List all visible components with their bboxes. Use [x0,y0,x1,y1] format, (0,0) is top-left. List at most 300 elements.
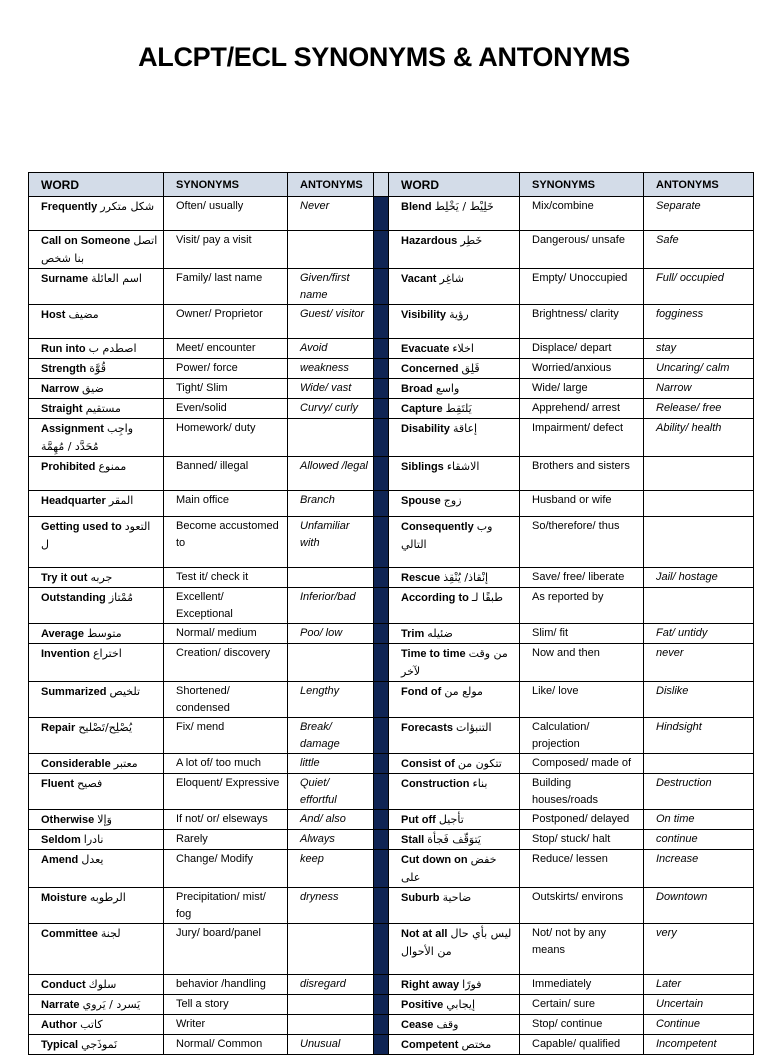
word-english: Spouse [401,495,441,507]
word-cell-right [389,995,520,1015]
table-row [29,644,754,682]
word-arabic: معتبر [113,757,138,770]
synonym-cell-right: So/therefore/ thus [520,517,644,568]
word-english: Broad [401,383,433,395]
column-separator [374,231,389,269]
word-arabic: مولع من [444,685,483,698]
antonym-cell-right: Ability/ health [644,419,754,457]
antonym-cell-left [288,995,374,1015]
table-row [29,568,754,588]
column-separator [374,924,389,975]
word-cell-right [389,517,520,568]
column-separator [374,197,389,231]
word-arabic: يَلتَقِط [445,402,472,415]
antonym-cell-right: Release/ free [644,399,754,419]
antonym-cell-right: Dislike [644,682,754,718]
word-cell-left [29,419,164,457]
antonym-cell-left: Unusual [288,1035,374,1055]
word-cell-left [29,975,164,995]
antonym-cell-right: Uncertain [644,995,754,1015]
word-cell-right [389,269,520,305]
antonym-cell-left: dryness [288,888,374,924]
word-arabic: مستقيم [85,402,121,415]
synonym-cell-right: Husband or wife [520,491,644,517]
word-english: Amend [41,854,79,866]
synonym-cell-right: Not/ not by any means [520,924,644,975]
word-arabic: مُمْتاز [108,591,134,604]
synonym-cell-left: Homework/ duty [164,419,288,457]
word-arabic: قَلِق [461,362,480,375]
word-arabic: خَطِر [460,234,483,247]
antonym-cell-left: Allowed /legal [288,457,374,491]
antonym-cell-right: Uncaring/ calm [644,359,754,379]
word-arabic: وقف [436,1018,459,1031]
column-separator [374,457,389,491]
column-separator [374,774,389,810]
synonym-cell-left: behavior /handling [164,975,288,995]
synonym-cell-left: Creation/ discovery [164,644,288,682]
word-english: Vacant [401,273,437,285]
table-row [29,774,754,810]
synonym-cell-left: Test it/ check it [164,568,288,588]
word-arabic: ضاحية [442,891,472,904]
synonym-cell-right: Displace/ depart [520,339,644,359]
table-row [29,457,754,491]
column-separator [374,888,389,924]
word-cell-left [29,888,164,924]
header-word-left: WORD [29,173,164,197]
word-cell-left [29,644,164,682]
header-antonyms-left: ANTONYMS [288,173,374,197]
antonym-cell-right [644,588,754,624]
table-body [29,197,754,1055]
antonym-cell-left: disregard [288,975,374,995]
antonym-cell-right: Downtown [644,888,754,924]
word-english: Not at all [401,928,448,940]
antonym-cell-right [644,491,754,517]
antonym-cell-left: keep [288,850,374,888]
word-cell-left [29,774,164,810]
antonym-cell-right [644,517,754,568]
synonym-cell-right: Stop/ stuck/ halt [520,830,644,850]
column-separator [374,1015,389,1035]
column-separator [374,975,389,995]
word-english: Frequently [41,201,98,213]
word-arabic: الاشقاء [446,460,480,473]
word-english: Capture [401,403,443,415]
table-row [29,1015,754,1035]
word-arabic: رؤية [449,308,469,321]
synonym-cell-right: Like/ love [520,682,644,718]
synonym-cell-left: If not/ or/ elseways [164,810,288,830]
column-separator [374,754,389,774]
synonym-cell-left: Banned/ illegal [164,457,288,491]
word-cell-left [29,1035,164,1055]
word-cell-right [389,419,520,457]
antonym-cell-left [288,1015,374,1035]
antonym-cell-left: Avoid [288,339,374,359]
word-cell-right [389,339,520,359]
word-english: Repair [41,722,76,734]
synonym-cell-left: Normal/ Common [164,1035,288,1055]
antonym-cell-right: Narrow [644,379,754,399]
word-english: Assignment [41,423,104,435]
antonym-cell-right: Later [644,975,754,995]
antonym-cell-right: never [644,644,754,682]
antonym-cell-right: Full/ occupied [644,269,754,305]
antonym-cell-right: Fat/ untidy [644,624,754,644]
word-english: Try it out [41,572,88,584]
antonym-cell-left: Lengthy [288,682,374,718]
word-cell-left [29,924,164,975]
word-arabic: تأجيل [438,813,464,826]
word-english: Typical [41,1039,79,1051]
synonym-cell-right: Capable/ qualified [520,1035,644,1055]
word-cell-left [29,197,164,231]
word-cell-left [29,457,164,491]
word-cell-right [389,888,520,924]
word-arabic: جربه [90,571,113,584]
synonym-cell-left: Shortened/ condensed [164,682,288,718]
page-title: ALCPT/ECL SYNONYMS & ANTONYMS [138,42,630,72]
word-cell-right [389,231,520,269]
column-separator [374,379,389,399]
synonym-cell-left: Meet/ encounter [164,339,288,359]
header-word-right: WORD [389,173,520,197]
column-separator [374,269,389,305]
word-english: According to [401,592,469,604]
antonym-cell-left: Wide/ vast [288,379,374,399]
column-separator [374,359,389,379]
word-arabic: شاغِر [439,272,464,285]
header-antonyms-right: ANTONYMS [644,173,754,197]
word-english: Construction [401,778,470,790]
word-english: Considerable [41,758,111,770]
word-arabic: خفض على [401,853,497,884]
word-english: Cease [401,1019,434,1031]
word-cell-left [29,995,164,1015]
word-arabic: لجنة [100,927,121,940]
word-arabic: ممنوع [98,460,127,473]
column-separator [374,718,389,754]
synonym-cell-left: Writer [164,1015,288,1035]
synonym-cell-left: Excellent/ Exceptional [164,588,288,624]
word-arabic: التنبؤات [456,721,492,734]
word-cell-right [389,588,520,624]
table-row [29,624,754,644]
synonym-cell-left: Become accustomed to [164,517,288,568]
word-english: Getting used to [41,521,122,533]
word-cell-left [29,568,164,588]
table-row [29,359,754,379]
word-arabic: واجِب مُحَدَّد / مُهِمَّة [41,422,134,453]
word-arabic: كاتب [80,1018,103,1031]
word-english: Host [41,309,66,321]
antonym-cell-right: Increase [644,850,754,888]
word-cell-right [389,830,520,850]
word-cell-right [389,810,520,830]
word-cell-left [29,339,164,359]
word-cell-right [389,1035,520,1055]
word-cell-right [389,197,520,231]
antonym-cell-left: Curvy/ curly [288,399,374,419]
antonym-cell-right: very [644,924,754,975]
synonym-cell-right: Certain/ sure [520,995,644,1015]
table-row [29,231,754,269]
word-arabic: مضيف [68,308,99,321]
antonym-cell-left: Never [288,197,374,231]
antonym-cell-right: continue [644,830,754,850]
antonym-cell-right [644,754,754,774]
synonym-cell-right: Brightness/ clarity [520,305,644,339]
word-cell-right [389,491,520,517]
word-arabic: فورًا [462,978,482,991]
column-separator [374,830,389,850]
antonym-cell-right: Destruction [644,774,754,810]
word-arabic: تلخيص [109,685,141,698]
word-english: Prohibited [41,461,96,473]
synonym-cell-right: Reduce/ lessen [520,850,644,888]
word-cell-right [389,624,520,644]
table-row [29,197,754,231]
table-row [29,718,754,754]
antonym-cell-left: Break/ damage [288,718,374,754]
column-separator [374,682,389,718]
table-row [29,754,754,774]
word-english: Surname [41,273,89,285]
word-cell-left [29,588,164,624]
word-english: Strength [41,363,87,375]
word-english: Summarized [41,686,107,698]
table-row [29,399,754,419]
word-arabic: يُصْلِح/تَصْليح [78,721,133,734]
column-separator [374,568,389,588]
word-english: Forecasts [401,722,453,734]
antonym-cell-left: Always [288,830,374,850]
table-header-row [29,173,754,197]
table-row [29,517,754,568]
word-cell-left [29,359,164,379]
word-arabic: اتصل بنا شخص [41,234,158,265]
word-english: Evacuate [401,343,450,355]
word-cell-right [389,568,520,588]
table-row [29,379,754,399]
synonym-cell-left: Power/ force [164,359,288,379]
antonym-cell-right: Incompetent [644,1035,754,1055]
word-cell-right [389,399,520,419]
word-english: Consequently [401,521,474,533]
table-row [29,888,754,924]
word-english: Siblings [401,461,444,473]
word-arabic: ضيق [81,382,104,395]
word-arabic: ليس بأي حال من الأحوال [401,927,512,958]
word-english: Fluent [41,778,74,790]
table-row [29,1035,754,1055]
word-arabic: زوج [443,494,462,507]
word-english: Moisture [41,892,87,904]
column-separator [374,850,389,888]
word-english: Average [41,628,85,640]
synonym-cell-left: Jury/ board/panel [164,924,288,975]
word-english: Time to time [401,648,466,660]
word-english: Invention [41,648,90,660]
word-arabic: اصطدم ب [88,342,137,355]
column-separator [374,491,389,517]
word-english: Run into [41,343,86,355]
word-cell-right [389,754,520,774]
word-arabic: خَلِيْط / يَخْلِط [434,200,494,213]
synonym-cell-right: Empty/ Unoccupied [520,269,644,305]
column-separator [374,1035,389,1055]
table-row [29,975,754,995]
word-arabic: التعود ل [41,520,151,551]
table-row [29,305,754,339]
table-row [29,810,754,830]
synonym-cell-right: Immediately [520,975,644,995]
word-cell-left [29,491,164,517]
synonym-cell-right: Slim/ fit [520,624,644,644]
synonym-cell-left: A lot of/ too much [164,754,288,774]
antonym-cell-left: little [288,754,374,774]
synonym-cell-left: Tight/ Slim [164,379,288,399]
word-cell-right [389,457,520,491]
word-cell-left [29,850,164,888]
synonym-cell-right: Mix/combine [520,197,644,231]
word-arabic: واسع [435,382,460,395]
synonym-cell-right: Stop/ continue [520,1015,644,1035]
antonym-cell-right: Safe [644,231,754,269]
word-arabic: تتكون من [457,757,502,770]
synonym-cell-left: Tell a story [164,995,288,1015]
word-cell-left [29,269,164,305]
synonym-cell-right: Brothers and sisters [520,457,644,491]
column-separator [374,810,389,830]
word-english: Conduct [41,979,86,991]
table-row [29,850,754,888]
word-english: Competent [401,1039,459,1051]
synonym-cell-left: Change/ Modify [164,850,288,888]
synonym-cell-right: Building houses/roads [520,774,644,810]
word-cell-left [29,810,164,830]
word-cell-right [389,774,520,810]
column-separator [374,173,389,197]
word-arabic: نَموذَجي [81,1038,118,1051]
synonym-cell-right: Impairment/ defect [520,419,644,457]
word-english: Fond of [401,686,442,698]
synonym-cell-left: Eloquent/ Expressive [164,774,288,810]
antonym-cell-right: Separate [644,197,754,231]
word-arabic: ضئيله [427,627,453,640]
column-separator [374,624,389,644]
word-english: Concerned [401,363,459,375]
synonym-cell-left: Rarely [164,830,288,850]
synonym-cell-right: Dangerous/ unsafe [520,231,644,269]
antonym-cell-right: Jail/ hostage [644,568,754,588]
table-row [29,588,754,624]
word-cell-right [389,924,520,975]
word-cell-left [29,1015,164,1035]
word-arabic: طبقًا لـ [471,591,503,604]
word-cell-right [389,718,520,754]
word-english: Right away [401,979,460,991]
word-english: Committee [41,928,98,940]
word-cell-left [29,231,164,269]
word-arabic: من وقت لآخر [401,647,508,678]
antonym-cell-left [288,568,374,588]
antonym-cell-left: Poo/ low [288,624,374,644]
antonym-cell-left [288,644,374,682]
synonym-cell-right: As reported by [520,588,644,624]
word-english: Cut down on [401,854,468,866]
column-separator [374,995,389,1015]
word-cell-left [29,305,164,339]
antonym-cell-right: On time [644,810,754,830]
word-english: Headquarter [41,495,106,507]
word-cell-right [389,850,520,888]
antonym-cell-left [288,231,374,269]
word-english: Straight [41,403,83,415]
antonym-cell-left: And/ also [288,810,374,830]
table-row [29,269,754,305]
word-arabic: فصيح [77,777,103,790]
column-separator [374,339,389,359]
word-arabic: اسم العائلة [91,272,142,285]
word-arabic: يَتوَقّف فَجأة [427,833,481,846]
table-row [29,924,754,975]
column-separator [374,399,389,419]
synonym-cell-right: Save/ free/ liberate [520,568,644,588]
word-english: Author [41,1019,78,1031]
word-english: Outstanding [41,592,106,604]
word-cell-left [29,682,164,718]
synonym-cell-left: Main office [164,491,288,517]
word-cell-right [389,305,520,339]
header-synonyms-right: SYNONYMS [520,173,644,197]
word-cell-right [389,975,520,995]
word-cell-left [29,718,164,754]
column-separator [374,644,389,682]
synonym-cell-right: Worried/anxious [520,359,644,379]
word-arabic: يَسرد / يَروي [82,998,141,1011]
synonym-cell-left: Owner/ Proprietor [164,305,288,339]
word-english: Disability [401,423,450,435]
antonym-cell-left [288,924,374,975]
table-row [29,339,754,359]
word-cell-left [29,830,164,850]
word-arabic: وَإلا [97,813,112,826]
word-english: Put off [401,814,436,826]
antonym-cell-left: Inferior/bad [288,588,374,624]
word-arabic: إيجابي [446,998,476,1011]
antonym-cell-left: Given/first name [288,269,374,305]
antonym-cell-right [644,457,754,491]
word-cell-left [29,399,164,419]
synonym-cell-left: Often/ usually [164,197,288,231]
word-arabic: قُوَّة [89,362,107,375]
word-arabic: الرطوبه [89,891,126,904]
synonym-cell-left: Precipitation/ mist/ fog [164,888,288,924]
word-cell-left [29,754,164,774]
antonym-cell-left: weakness [288,359,374,379]
word-english: Stall [401,834,425,846]
antonym-cell-left: Guest/ visitor [288,305,374,339]
column-separator [374,305,389,339]
word-english: Visibility [401,309,447,321]
table-row [29,491,754,517]
word-english: Seldom [41,834,81,846]
word-arabic: شكل متكرر [100,200,155,213]
table-row [29,682,754,718]
